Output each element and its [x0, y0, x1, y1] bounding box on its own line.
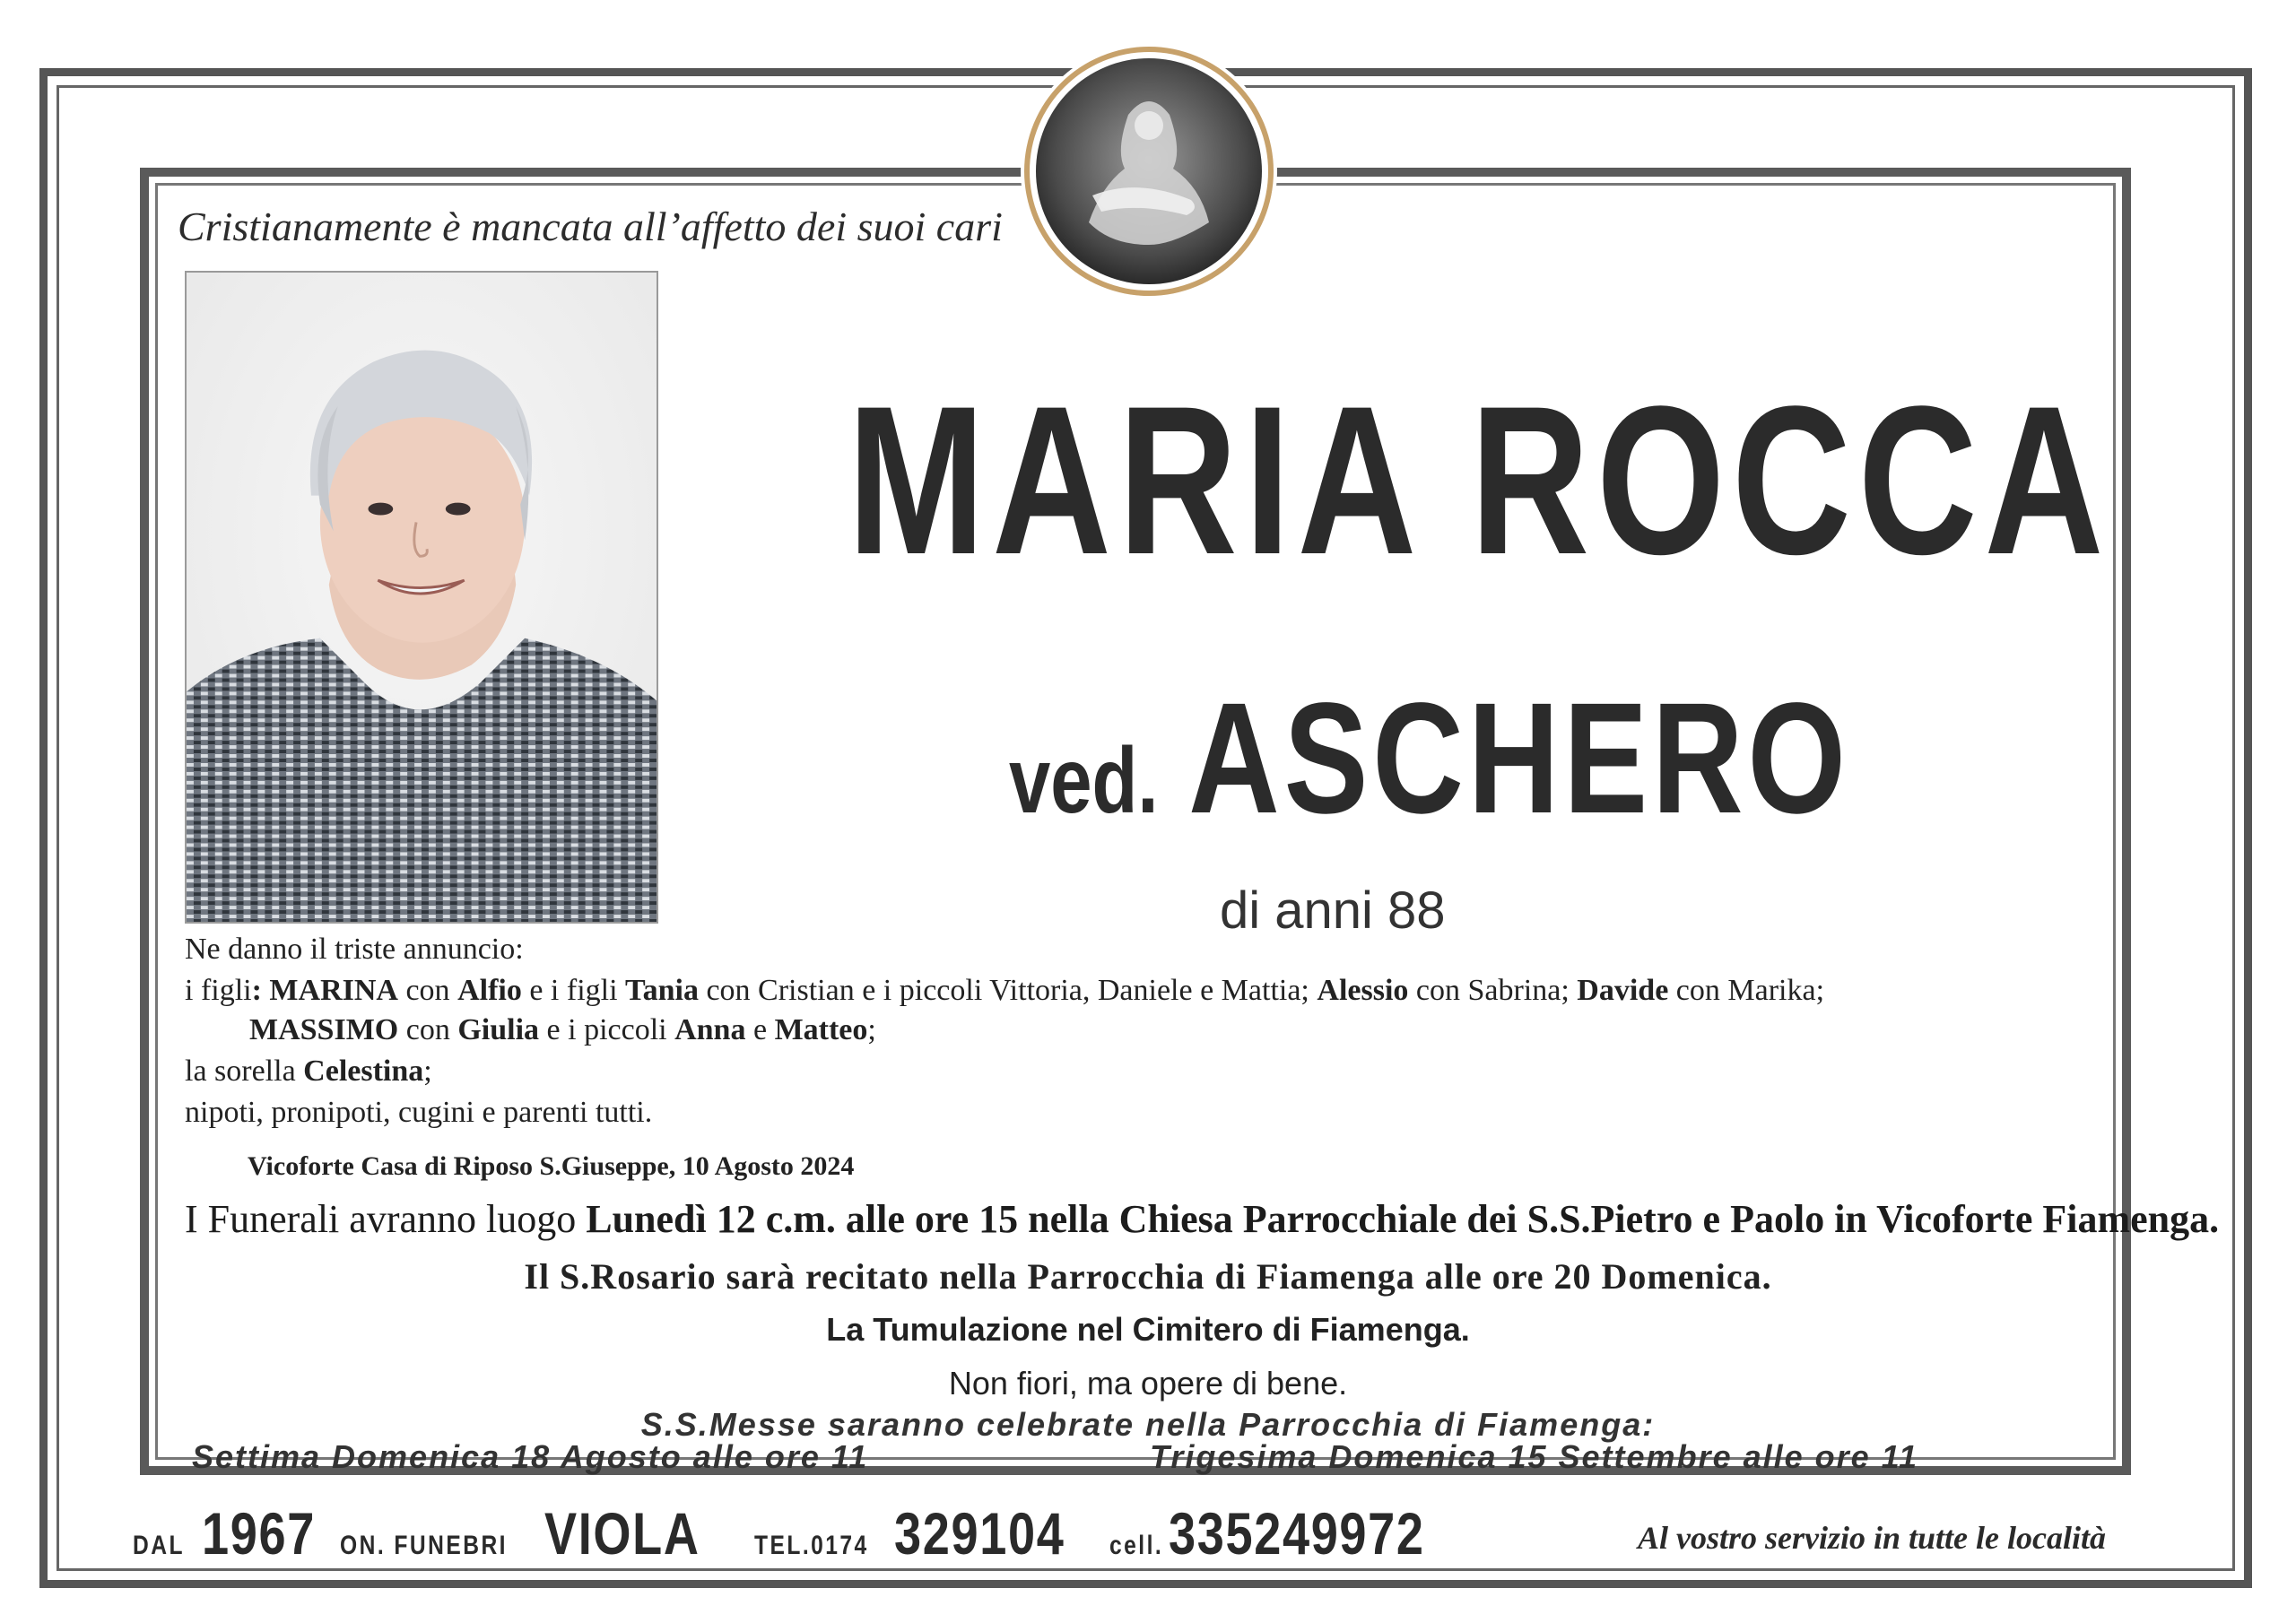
- announcement-line-sister: [185, 1055, 432, 1089]
- announcement-intro: Ne danno il triste annuncio:: [185, 933, 524, 966]
- announcement-segment: con: [398, 1013, 458, 1046]
- announcement-line-relatives: nipoti, pronipoti, cugini e parenti tutti.: [185, 1096, 653, 1129]
- funeral-home-footer: [133, 1499, 1481, 1571]
- mass-thirtieth-day: Trigesima Domenica 15 Settembre alle ore 11: [1150, 1438, 1919, 1475]
- announcement-segment: ;: [423, 1055, 432, 1088]
- announcement-segment: con Marika;: [1668, 974, 1825, 1007]
- announcement-segment: ;: [867, 1013, 876, 1046]
- footer-tel-number: 329104: [893, 1500, 1065, 1567]
- masses-intro: S.S.Messe saranno celebrate nella Parrocchia di Fiamenga:: [640, 1406, 1656, 1443]
- footer-cell-number: 335249972: [1168, 1500, 1425, 1567]
- announcement-segment: con Cristian e i piccoli Vittoria, Daniele e Mattia;: [698, 974, 1318, 1007]
- announcement-segment: Tania: [625, 974, 699, 1007]
- announcement-segment: con Sabrina;: [1408, 974, 1578, 1007]
- announcement-segment: i figli: [185, 974, 252, 1007]
- place-and-date: Vicoforte Casa di Riposo S.Giuseppe, 10 Agosto 2024: [248, 1151, 855, 1181]
- funeral-details: Lunedì 12 c.m. alle ore 15 nella Chiesa Parrocchiale dei S.S.Pietro e Paolo in Vicoforte Fiamenga.: [586, 1197, 2220, 1241]
- announcement-segment: Anna: [674, 1013, 746, 1046]
- age-text: di anni 88: [1220, 881, 1446, 940]
- married-surname: ASCHERO: [1188, 671, 1850, 846]
- footer-tel-label: TEL.0174: [754, 1531, 869, 1560]
- footer-viola: VIOLA: [544, 1500, 701, 1567]
- announcement-line-children: [185, 974, 1824, 1008]
- announcement-segment: Giulia: [457, 1013, 540, 1046]
- announcement-segment: Celestina: [303, 1055, 424, 1088]
- header-text: Cristianamente è mancata all’affetto dei suoi cari: [178, 204, 1003, 249]
- announcement-segment: e i figli: [521, 974, 626, 1007]
- deceased-name: MARIA ROCCA: [847, 362, 2111, 599]
- announcement-segment: la sorella: [185, 1055, 304, 1088]
- burial-info: La Tumulazione nel Cimitero di Fiamenga.: [826, 1311, 1470, 1348]
- announcement-segment: e i piccoli: [539, 1013, 675, 1046]
- announcement-line-massimo: [249, 1013, 876, 1047]
- announcement-segment: : MARINA: [251, 974, 398, 1007]
- footer-year: 1967: [201, 1500, 316, 1567]
- footer-dal: DAL: [133, 1531, 185, 1560]
- portrait-photo: [185, 271, 658, 924]
- announcement-segment: MASSIMO: [249, 1013, 399, 1046]
- footer-on-funebri: ON. FUNEBRI: [340, 1531, 509, 1560]
- announcement-segment: con: [397, 974, 458, 1007]
- announcement-segment: Alessio: [1317, 974, 1409, 1007]
- footer-cell-label: cell.: [1109, 1531, 1164, 1560]
- announcement-segment: e: [745, 1013, 775, 1046]
- widow-abbreviation: ved.: [1009, 729, 1159, 833]
- announcement-segment: Alfio: [457, 974, 522, 1007]
- rosary-info: Il S.Rosario sarà recitato nella Parrocchia di Fiamenga alle ore 20 Domenica.: [524, 1256, 1772, 1297]
- announcement-segment: Matteo: [774, 1013, 868, 1046]
- no-flowers-text: Non fiori, ma opere di bene.: [948, 1365, 1348, 1402]
- mass-seventh-day: Settima Domenica 18 Agosto alle ore 11: [192, 1438, 869, 1475]
- married-name: [1009, 671, 1850, 846]
- funeral-prefix: I Funerali avranno luogo: [185, 1197, 587, 1241]
- announcement-segment: Davide: [1577, 974, 1669, 1007]
- funeral-info: [185, 1196, 2219, 1242]
- footer-slogan: Al vostro servizio in tutte le località: [1638, 1520, 2106, 1556]
- pieta-medallion-image: [1030, 52, 1268, 291]
